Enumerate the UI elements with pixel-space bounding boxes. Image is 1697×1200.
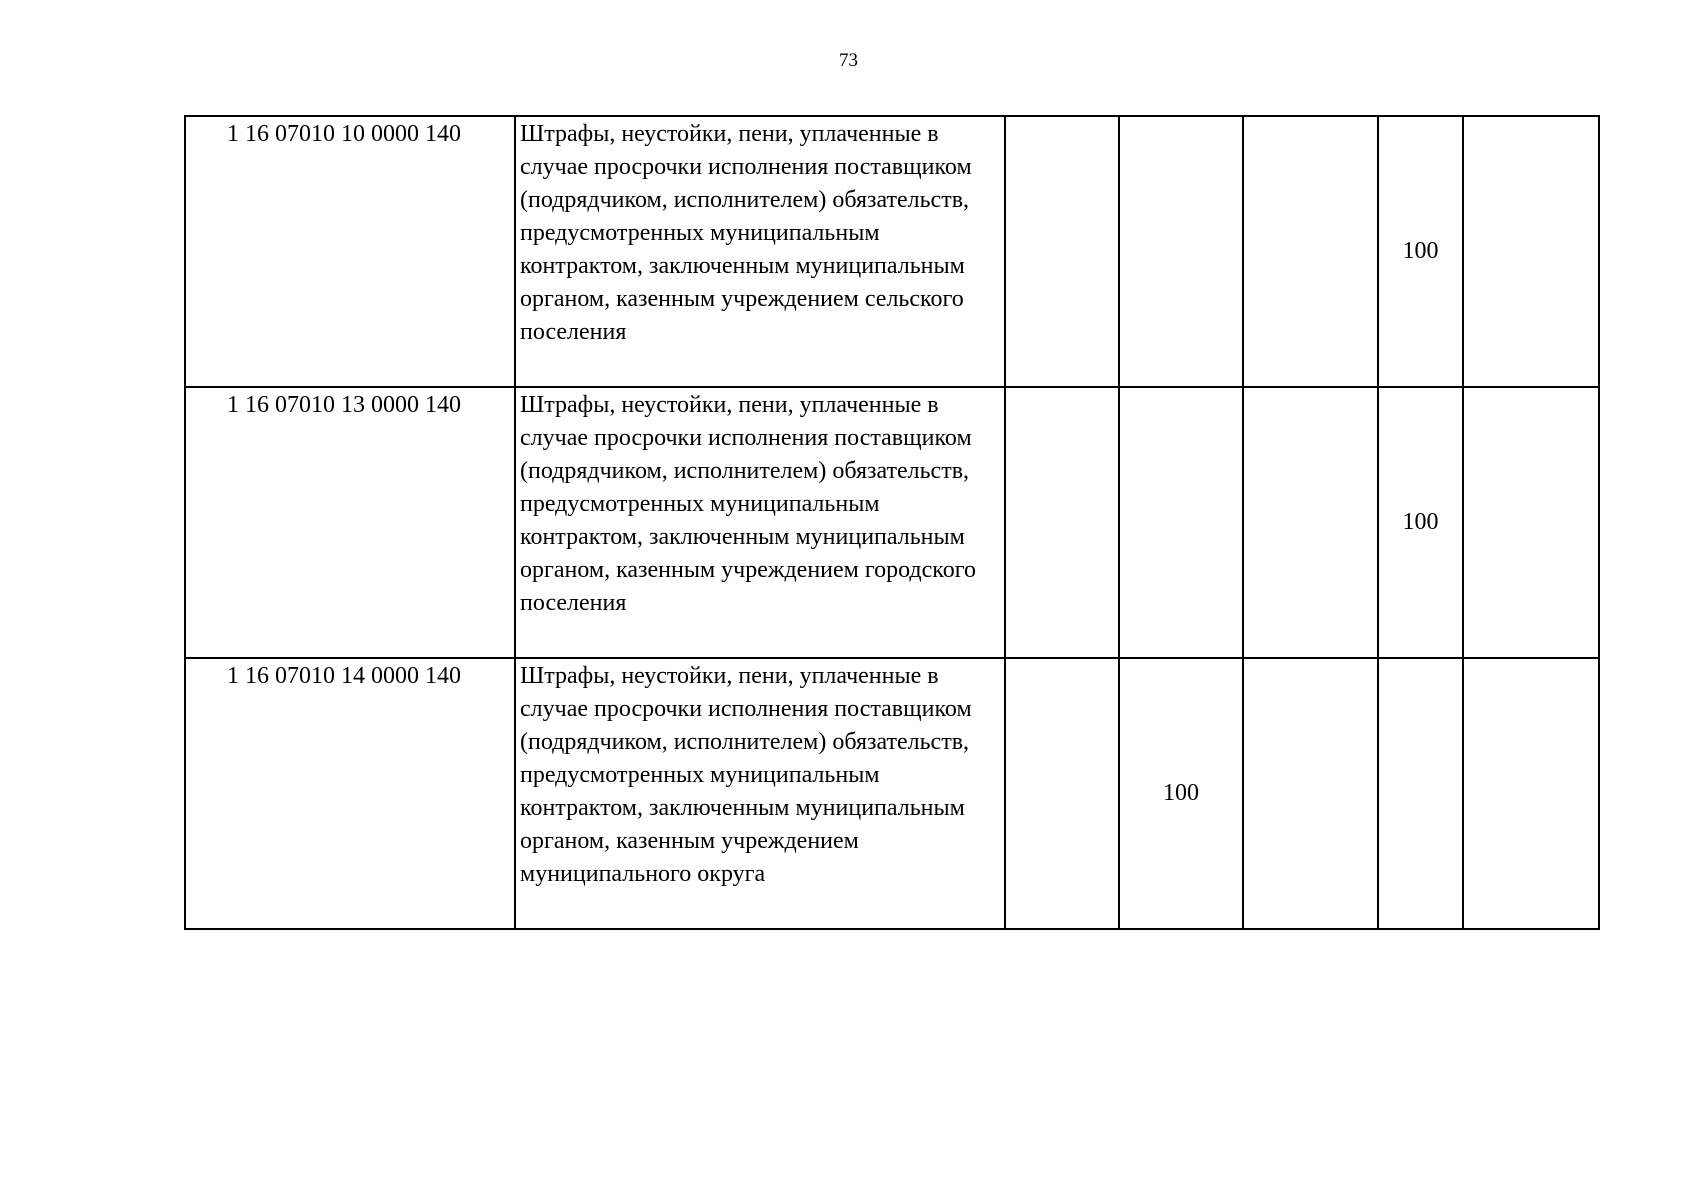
table-row (185, 658, 1599, 929)
value-cell-4: 100 (1378, 116, 1463, 387)
value-cell-2 (1119, 116, 1243, 387)
table-row (185, 387, 1599, 658)
budget-code-cell: 1 16 07010 14 0000 140 (185, 658, 515, 929)
value-cell-5 (1463, 116, 1599, 387)
revenue-name-cell: Штрафы, неустойки, пени, уплаченные в случае просрочки исполнения поставщиком (подрядчиком, исполнителем) обязательств, предусмотренных муниципальным контрактом, заключенным муниципальным органом, казенным учреждением городского поселения (515, 387, 1005, 658)
value-cell-3 (1243, 658, 1378, 929)
revenue-name-cell: Штрафы, неустойки, пени, уплаченные в случае просрочки исполнения поставщиком (подрядчиком, исполнителем) обязательств, предусмотренных муниципальным контрактом, заключенным муниципальным органом, казенным учреждением сельского поселения (515, 116, 1005, 387)
value-cell-3 (1243, 387, 1378, 658)
page-number: 73 (839, 50, 858, 71)
revenue-name-cell: Штрафы, неустойки, пени, уплаченные в случае просрочки исполнения поставщиком (подрядчиком, исполнителем) обязательств, предусмотренных муниципальным контрактом, заключенным муниципальным органом, казенным учреждением муниципального округа (515, 658, 1005, 929)
value-cell-1 (1005, 658, 1119, 929)
value-cell-4: 100 (1378, 387, 1463, 658)
budget-code-cell: 1 16 07010 10 0000 140 (185, 116, 515, 387)
budget-table (184, 115, 1600, 930)
value-cell-1 (1005, 116, 1119, 387)
value-cell-1 (1005, 387, 1119, 658)
value-cell-2 (1119, 387, 1243, 658)
value-cell-3 (1243, 116, 1378, 387)
budget-code-cell: 1 16 07010 13 0000 140 (185, 387, 515, 658)
value-cell-5 (1463, 658, 1599, 929)
value-cell-5 (1463, 387, 1599, 658)
value-cell-2: 100 (1119, 658, 1243, 929)
table-row (185, 116, 1599, 387)
value-cell-4 (1378, 658, 1463, 929)
